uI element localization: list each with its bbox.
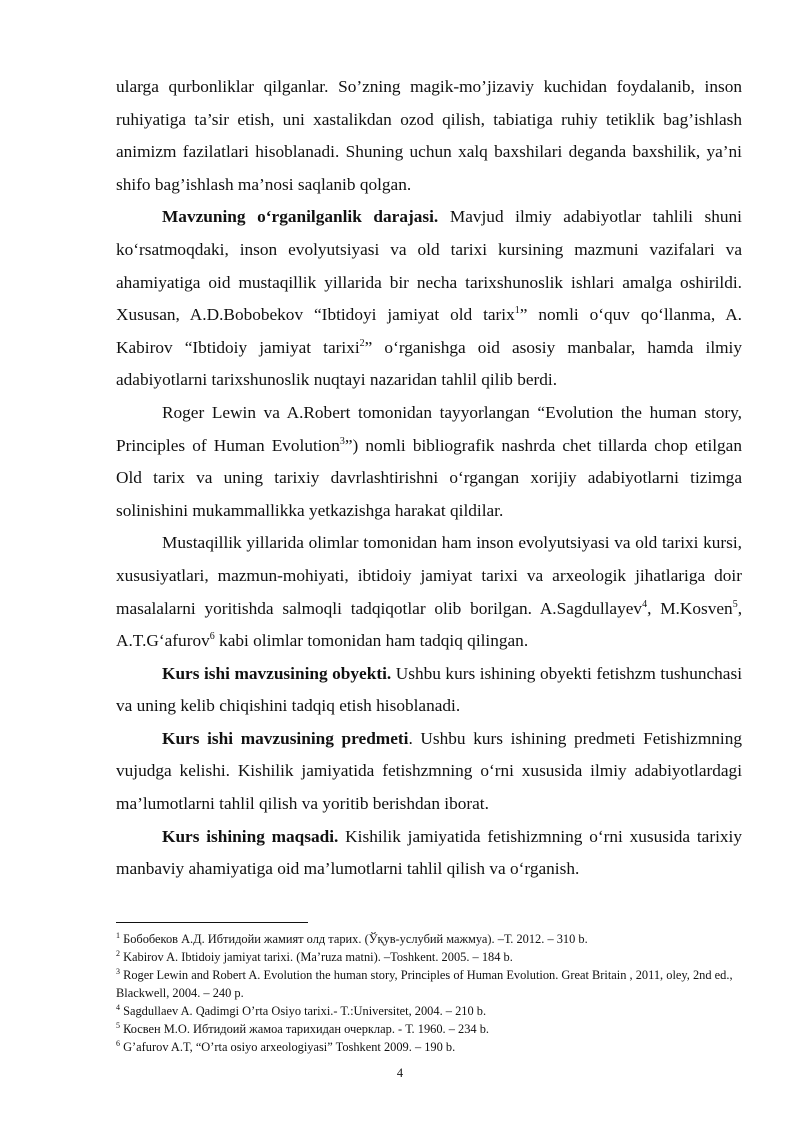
subject-text: . Ushbu kurs ishining predmeti Fetishizmning vujudga kelishi. Kishilik jamiyatida fetishzmning o‘rni xususida ilmiy adabiyotlardagi ma’lumotlarni tahlil qilish va yoritib berishdan iborat. [116, 728, 743, 814]
heading-object: Kurs ishi mavzusining obyekti. [162, 663, 392, 683]
independence-text-4: kabi olimlar tomonidan ham tadqiq qilingan. [214, 631, 529, 651]
heading-subject: Kurs ishi mavzusining predmeti [162, 728, 409, 748]
footnote-4 [116, 1002, 742, 1020]
footnote-1 [116, 930, 742, 948]
paragraph-object [116, 658, 742, 723]
paragraph-independence [116, 527, 742, 657]
footnote-5 [116, 1020, 742, 1038]
paragraph-goal [116, 821, 742, 886]
footnote-number: 4 [116, 1003, 120, 1012]
footnote-text: Sagdullaev A. Qadimgi O’rta Osiyo tarixi.- T.:Universitet, 2004. – 210 b. [120, 1004, 487, 1018]
footnote-ref-1[interactable]: 1 [514, 305, 520, 317]
footnote-ref-3[interactable]: 3 [339, 435, 345, 447]
footnotes [116, 930, 742, 1056]
independence-text-2: , M.Kosven [647, 598, 733, 618]
footnote-text: Косвен М.О. Ибтидоий жамоа тарихидан очерклар. - Т. 1960. – 234 b. [120, 1022, 490, 1036]
footnote-number: 2 [116, 949, 120, 958]
footnote-ref-5[interactable]: 5 [732, 598, 738, 610]
body-text [116, 71, 742, 886]
heading-goal: Kurs ishining maqsadi. [162, 826, 339, 846]
study-level-text-2: ” nomli o‘quv qo‘llanma, A. Kabirov “Ibtidoiy jamiyat tarixi [116, 305, 742, 357]
paragraph-lewin [116, 397, 742, 527]
page-number: 4 [396, 1066, 404, 1080]
study-level-text-3: ” o‘rganishga oid asosiy manbalar, hamda ilmiy adabiyotlarni tarixshunoslik nuqtayi nazaridan tahlil qilib berdi. [116, 337, 742, 390]
independence-text-1: Mustaqillik yillarida olimlar tomonidan ham inson evolyutsiyasi va old tarixi kursi, xususiyatlari, mazmun-mohiyati, ibtidoiy jamiyat tarixi va arxeologik jihatlariga doir masalalarni yoritishda salmoqli tadqiqotlar olib borilgan. A.Sagdullayev [116, 533, 742, 618]
footnote-ref-2[interactable]: 2 [359, 337, 365, 349]
independence-text-3: , A.T.G‘afurov [116, 598, 743, 651]
footnote-text: Kabirov A. Ibtidoiy jamiyat tarixi. (Ma’ruza matni). –Toshkent. 2005. – 184 b. [120, 950, 513, 964]
lewin-text-2: ”) nomli bibliografik nashrda chet tillarda chop etilgan Old tarix va uning tarixiy davrlashtirishni o‘rgangan xorijiy adabiyotlarni tizimga solinishini mukammallikka yetkazishga harakat qildilar. [116, 435, 742, 520]
footnote-6 [116, 1038, 742, 1056]
footnote-number: 3 [116, 967, 120, 976]
footnote-2 [116, 948, 742, 966]
footnote-text: G’afurov A.T, “O’rta osiyo arxeologiyasi” Toshkent 2009. – 190 b. [120, 1040, 456, 1054]
goal-text: Kishilik jamiyatida fetishizmning o‘rni xususida tarixiy manbaviy ahamiyatiga oid ma’lumotlarni tahlil qilish va o‘rganish. [116, 826, 742, 879]
footnote-ref-6[interactable]: 6 [209, 631, 215, 643]
study-level-text-1: Mavjud ilmiy adabiyotlar tahlili shuni ko‘rsatmoqdaki, inson evolyutsiyasi va old tarixi kursining mazmuni vazifalari va ahamiyatiga oid mustaqillik yillarida bir necha tarixshunoslik ishlari amalga oshirildi. Xususan, A.D.Bobobekov “Ibtidoyi jamiyat old tarix [116, 207, 742, 325]
paragraph-animism: ularga qurbonliklar qilganlar. So’zning magik-mo’jizaviy kuchidan foydalanib, inson ruhiyatiga ta’sir etish, uni xastalikdan ozod qilish, tabiatiga ruhiy tetiklik bag’ishlash animizm fazilatlari hisoblanadi. Shuning uchun xalq baxshilari deganda baxshilik, ya’ni shifo bag’ishlash ma’nosi saqlanib qolgan. [116, 77, 742, 194]
lewin-text-1: Roger Lewin va A.Robert tomonidan tayyorlangan “Evolution the human story, Principles of Human Evolution [116, 402, 742, 455]
footnote-separator [116, 922, 308, 923]
footnote-number: 5 [116, 1021, 120, 1030]
heading-study-level: Mavzuning o‘rganilganlik darajasi. [162, 207, 439, 227]
footnote-number: 6 [116, 1039, 120, 1048]
footnote-ref-4[interactable]: 4 [642, 598, 648, 610]
object-text: Ushbu kurs ishining obyekti fetishzm tushunchasi va uning kelib chiqishini tadqiq etish hisoblanadi. [116, 663, 742, 716]
footnote-3 [116, 966, 742, 1002]
footnote-text: Roger Lewin and Robert A. Evolution the human story, Principles of Human Evolution. Great Britain , 2011, oley, 2nd ed., Blackwell, 2004. – 240 p. [116, 968, 733, 1000]
paragraph-subject [116, 723, 742, 821]
paragraph-study-level [116, 201, 742, 397]
footnote-number: 1 [116, 931, 120, 940]
footnote-text: Бобобеков А.Д. Ибтидойи жамият олд тарих. (Ўқув-услубий мажмуа). –Т. 2012. – 310 b. [120, 932, 588, 946]
